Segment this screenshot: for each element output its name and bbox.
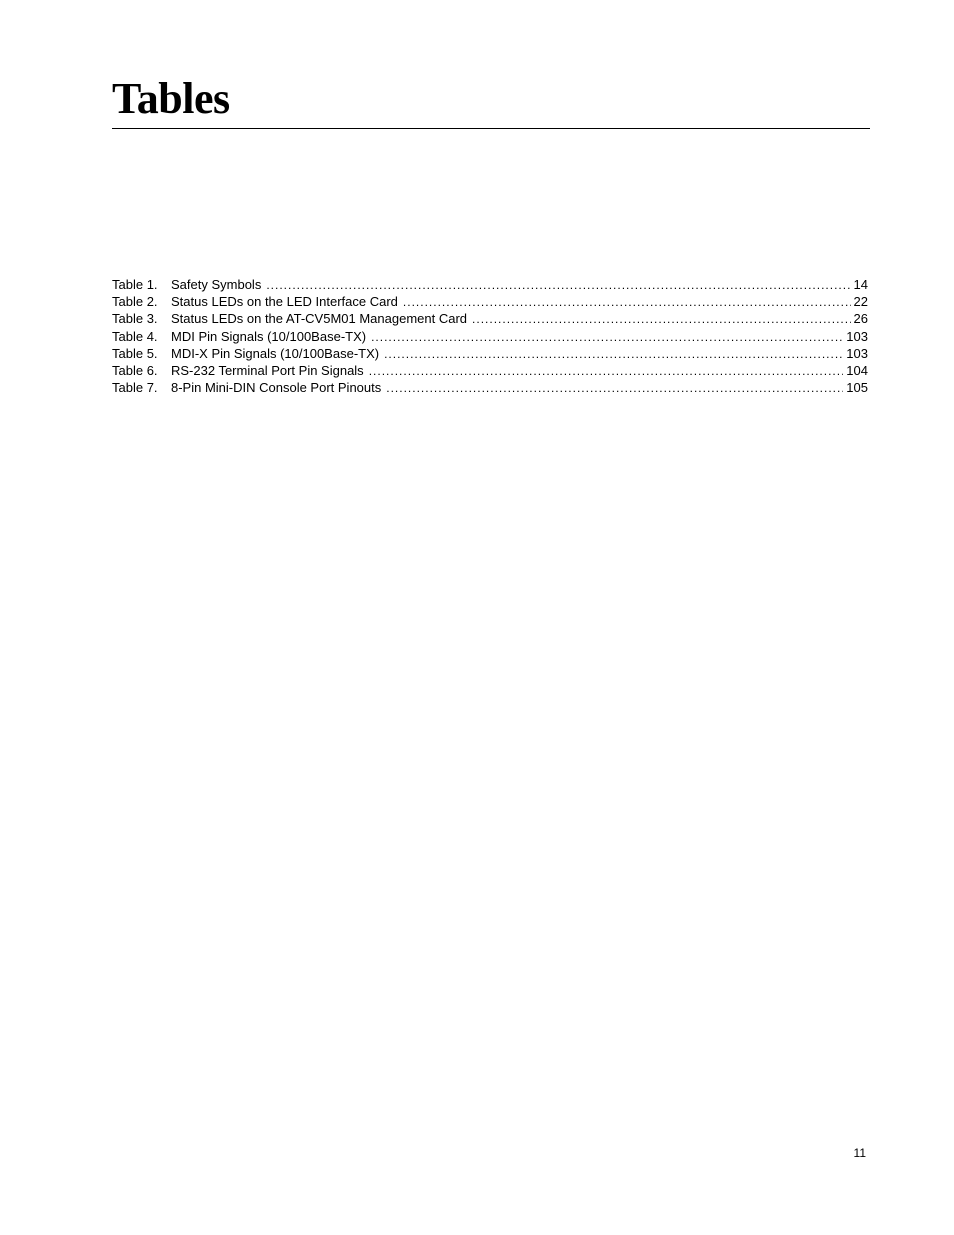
toc-entry-table-3[interactable] [112, 310, 868, 327]
dot-leader [403, 294, 851, 310]
toc-entry-table-4[interactable] [112, 328, 868, 345]
toc-entry-title: MDI-X Pin Signals (10/100Base-TX) [171, 345, 380, 361]
page-title: Tables [112, 74, 230, 123]
toc-entry-number: Table 1. [112, 277, 158, 292]
toc-entry-title: Status LEDs on the LED Interface Card [171, 294, 398, 310]
toc-entry-page: 22 [853, 294, 868, 310]
dot-leader [386, 380, 843, 396]
toc-entry-number: Table 5. [112, 345, 158, 361]
toc-entry-number: Table 7. [112, 380, 158, 396]
toc-entry-number: Table 2. [112, 294, 158, 310]
list-of-tables [112, 276, 868, 396]
toc-entry-title: MDI Pin Signals (10/100Base-TX) [171, 328, 367, 344]
toc-entry-title: RS-232 Terminal Port Pin Signals [171, 362, 364, 378]
toc-entry-page: 103 [846, 345, 868, 361]
title-divider [112, 128, 870, 129]
toc-entry-page: 26 [853, 311, 868, 327]
toc-entry-number: Table 4. [112, 328, 158, 344]
toc-entry-page: 14 [853, 277, 868, 292]
toc-entry-table-1[interactable] [112, 276, 868, 293]
dot-leader [371, 329, 843, 345]
toc-entry-page: 105 [846, 380, 868, 396]
dot-leader [369, 363, 844, 379]
dot-leader [384, 346, 843, 362]
toc-entry-table-7[interactable] [112, 379, 868, 396]
toc-entry-title: Status LEDs on the AT-CV5M01 Management Card [171, 311, 468, 327]
toc-entry-title: 8-Pin Mini-DIN Console Port Pinouts [171, 380, 382, 396]
dot-leader [472, 311, 851, 327]
toc-entry-number: Table 3. [112, 311, 158, 327]
page-number: 11 [853, 1146, 866, 1160]
toc-entry-page: 103 [846, 328, 868, 344]
toc-entry-table-5[interactable] [112, 345, 868, 362]
dot-leader [266, 277, 850, 293]
toc-entry-number: Table 6. [112, 362, 158, 378]
toc-entry-table-2[interactable] [112, 293, 868, 310]
toc-entry-page: 104 [846, 362, 868, 378]
toc-entry-title: Safety Symbols [171, 277, 262, 292]
toc-entry-table-6[interactable] [112, 362, 868, 379]
